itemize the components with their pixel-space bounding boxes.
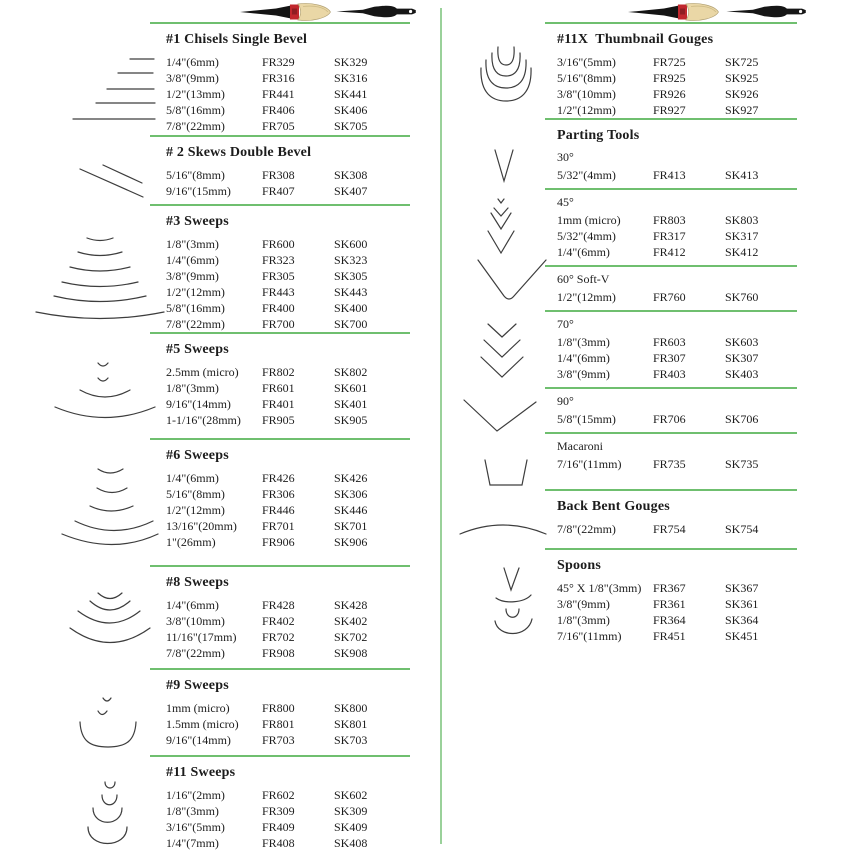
product-row	[166, 787, 410, 803]
size-cell: 3/8"(9mm)	[557, 597, 610, 611]
parting-30-profile-icon	[492, 148, 516, 184]
fr-code-cell: FR323	[262, 253, 295, 267]
fr-code-cell: FR602	[262, 788, 295, 802]
sweeps8-profile-icon	[64, 588, 156, 658]
fr-code-cell: FR703	[262, 733, 295, 747]
size-cell: 2.5mm (micro)	[166, 365, 239, 379]
size-cell: 1/2"(13mm)	[166, 87, 225, 101]
sk-code-cell: SK329	[334, 55, 368, 69]
section-3-sweeps	[150, 204, 410, 332]
section-5-sweeps	[150, 332, 410, 428]
size-cell: 5/8"(16mm)	[166, 301, 225, 315]
product-row	[166, 645, 410, 661]
fr-code-cell: FR600	[262, 237, 295, 251]
size-cell: 3/8"(9mm)	[557, 367, 610, 381]
sk-code-cell: SK402	[334, 614, 368, 628]
fr-code-cell: FR309	[262, 804, 295, 818]
product-row	[166, 534, 410, 550]
size-cell: 7/8"(22mm)	[166, 317, 225, 331]
size-cell: 1/4"(6mm)	[166, 55, 219, 69]
fr-code-cell: FR364	[653, 613, 686, 627]
sk-code-cell: SK364	[725, 613, 759, 627]
product-row	[166, 300, 410, 316]
product-row	[166, 518, 410, 534]
fr-code-cell: FR409	[262, 820, 295, 834]
spoons-profile-icon	[492, 564, 536, 644]
sk-code-cell: SK305	[334, 269, 368, 283]
product-row	[166, 118, 410, 134]
fr-code-cell: FR316	[262, 71, 295, 85]
sk-code-cell: SK760	[725, 290, 759, 304]
section-title: #11 Sweeps	[166, 765, 236, 780]
group-divider-rule	[545, 432, 797, 434]
group-label: Macaroni	[557, 439, 603, 453]
sk-code-cell: SK906	[334, 535, 368, 549]
parting-90-profile-icon	[462, 398, 538, 436]
sk-code-cell: SK428	[334, 598, 368, 612]
section-title: #5 Sweeps	[166, 342, 229, 357]
size-cell: 7/8"(22mm)	[557, 522, 616, 536]
fr-code-cell: FR441	[262, 87, 295, 101]
fr-code-cell: FR925	[653, 71, 686, 85]
size-cell: 5/8"(16mm)	[166, 103, 225, 117]
size-cell: 1/4"(6mm)	[166, 471, 219, 485]
group-label: 60° Soft-V	[557, 272, 610, 286]
section-2-skews-double-bevel	[150, 135, 410, 199]
sk-code-cell: SK308	[334, 168, 368, 182]
sk-code-cell: SK316	[334, 71, 368, 85]
section-title: #3 Sweeps	[166, 214, 229, 229]
sk-code-cell: SK927	[725, 103, 759, 117]
size-cell: 1/4"(6mm)	[166, 598, 219, 612]
size-cell: 1/2"(12mm)	[166, 285, 225, 299]
group-label: 30°	[557, 150, 574, 164]
sk-code-cell: SK802	[334, 365, 368, 379]
size-cell: 5/32"(4mm)	[557, 229, 616, 243]
fr-code-cell: FR426	[262, 471, 295, 485]
product-row	[166, 102, 410, 118]
sk-code-cell: SK803	[725, 213, 759, 227]
product-row	[166, 502, 410, 518]
product-row	[166, 380, 410, 396]
product-row	[557, 580, 797, 596]
sk-code-cell: SK600	[334, 237, 368, 251]
size-cell: 7/16"(11mm)	[557, 457, 622, 471]
sk-code-cell: SK701	[334, 519, 368, 533]
section-11-sweeps	[150, 755, 410, 850]
product-row	[166, 183, 410, 199]
thumbnail-gouges-profile-icon	[478, 44, 534, 110]
product-row	[166, 470, 410, 486]
section-6-sweeps	[150, 438, 410, 550]
size-cell: 5/32"(4mm)	[557, 168, 616, 182]
fr-code-cell: FR801	[262, 717, 295, 731]
black-handle-tool-image	[724, 3, 812, 20]
product-row	[557, 411, 797, 427]
sk-code-cell: SK408	[334, 836, 368, 850]
fr-code-cell: FR760	[653, 290, 686, 304]
product-row	[166, 716, 410, 732]
fr-code-cell: FR706	[653, 412, 686, 426]
product-row	[166, 803, 410, 819]
sweeps11-profile-icon	[84, 778, 134, 850]
section-title: #6 Sweeps	[166, 448, 229, 463]
size-cell: 13/16"(20mm)	[166, 519, 237, 533]
sk-code-cell: SK801	[334, 717, 368, 731]
sk-code-cell: SK400	[334, 301, 368, 315]
skews-profile-icon	[74, 156, 150, 202]
sk-code-cell: SK406	[334, 103, 368, 117]
sweeps5-profile-icon	[50, 358, 160, 428]
fr-code-cell: FR446	[262, 503, 295, 517]
sk-code-cell: SK407	[334, 184, 368, 198]
size-cell: 1/2"(12mm)	[557, 103, 616, 117]
product-row	[557, 70, 797, 86]
group-divider-rule	[545, 310, 797, 312]
parting-70-profile-icon	[478, 320, 528, 382]
fr-code-cell: FR406	[262, 103, 295, 117]
section-title: Parting Tools	[557, 128, 640, 143]
product-row	[166, 700, 410, 716]
sk-code-cell: SK925	[725, 71, 759, 85]
size-cell: 3/16"(5mm)	[166, 820, 225, 834]
sk-code-cell: SK705	[334, 119, 368, 133]
size-cell: 5/16"(8mm)	[166, 168, 225, 182]
size-cell: 1/2"(12mm)	[166, 503, 225, 517]
size-cell: 7/16"(11mm)	[557, 629, 622, 643]
parting-45-profile-icon	[484, 196, 520, 256]
product-row	[166, 316, 410, 332]
product-row	[166, 236, 410, 252]
size-cell: 1/4"(6mm)	[557, 351, 610, 365]
product-row	[557, 334, 797, 350]
product-row	[557, 289, 797, 305]
fr-code-cell: FR413	[653, 168, 686, 182]
product-row	[557, 212, 797, 228]
size-cell: 1/8"(3mm)	[166, 237, 219, 251]
group-label: 45°	[557, 195, 574, 209]
sk-code-cell: SK317	[725, 229, 759, 243]
product-row	[166, 732, 410, 748]
product-row	[557, 521, 797, 537]
fr-code-cell: FR401	[262, 397, 295, 411]
size-cell: 1"(26mm)	[166, 535, 216, 549]
section-1-chisels-single-bevel	[150, 22, 410, 134]
sk-code-cell: SK306	[334, 487, 368, 501]
fr-code-cell: FR800	[262, 701, 295, 715]
group-divider-rule	[545, 265, 797, 267]
sk-code-cell: SK905	[334, 413, 368, 427]
product-row	[166, 167, 410, 183]
fr-code-cell: FR361	[653, 597, 686, 611]
fr-code-cell: FR307	[653, 351, 686, 365]
product-row	[166, 613, 410, 629]
fr-code-cell: FR754	[653, 522, 686, 536]
size-cell: 11/16"(17mm)	[166, 630, 237, 644]
sk-code-cell: SK361	[725, 597, 759, 611]
section-title: #8 Sweeps	[166, 575, 229, 590]
size-cell: 1/4"(6mm)	[557, 245, 610, 259]
sk-code-cell: SK603	[725, 335, 759, 349]
section-11x-thumbnail-gouges	[545, 22, 797, 118]
product-row	[166, 597, 410, 613]
section-title: Back Bent Gouges	[557, 499, 670, 514]
product-row	[166, 54, 410, 70]
product-row	[557, 102, 797, 118]
size-cell: 1/16"(2mm)	[166, 788, 225, 802]
section-9-sweeps	[150, 668, 410, 748]
sk-code-cell: SK426	[334, 471, 368, 485]
fr-code-cell: FR803	[653, 213, 686, 227]
fr-code-cell: FR400	[262, 301, 295, 315]
section-parting-tools	[545, 118, 797, 472]
fr-code-cell: FR725	[653, 55, 686, 69]
product-row	[557, 167, 797, 183]
fr-code-cell: FR443	[262, 285, 295, 299]
size-cell: 1.5mm (micro)	[166, 717, 239, 731]
sk-code-cell: SK403	[725, 367, 759, 381]
fr-code-cell: FR701	[262, 519, 295, 533]
fr-code-cell: FR926	[653, 87, 686, 101]
fr-code-cell: FR402	[262, 614, 295, 628]
fr-code-cell: FR927	[653, 103, 686, 117]
sk-code-cell: SK703	[334, 733, 368, 747]
size-cell: 5/16"(8mm)	[166, 487, 225, 501]
sk-code-cell: SK601	[334, 381, 368, 395]
sk-code-cell: SK926	[725, 87, 759, 101]
product-row	[557, 228, 797, 244]
chisels-profile-icon	[66, 48, 158, 124]
product-row	[557, 86, 797, 102]
sk-code-cell: SK443	[334, 285, 368, 299]
size-cell: 9/16"(14mm)	[166, 397, 231, 411]
sweeps6-profile-icon	[58, 464, 162, 556]
size-cell: 3/8"(9mm)	[166, 269, 219, 283]
size-cell: 3/8"(10mm)	[557, 87, 616, 101]
fr-code-cell: FR403	[653, 367, 686, 381]
fr-code-cell: FR306	[262, 487, 295, 501]
product-row	[166, 486, 410, 502]
product-row	[166, 629, 410, 645]
fr-code-cell: FR428	[262, 598, 295, 612]
size-cell: 1-1/16"(28mm)	[166, 413, 241, 427]
size-cell: 9/16"(15mm)	[166, 184, 231, 198]
size-cell: 5/16"(8mm)	[557, 71, 616, 85]
group-divider-rule	[545, 188, 797, 190]
sk-code-cell: SK367	[725, 581, 759, 595]
sk-code-cell: SK754	[725, 522, 759, 536]
back-bent-profile-icon	[458, 514, 548, 538]
sk-code-cell: SK309	[334, 804, 368, 818]
sk-code-cell: SK735	[725, 457, 759, 471]
product-row	[166, 70, 410, 86]
size-cell: 3/8"(10mm)	[166, 614, 225, 628]
fr-code-cell: FR367	[653, 581, 686, 595]
sk-code-cell: SK307	[725, 351, 759, 365]
palm-wood-handle-tool-image	[628, 2, 720, 22]
group-divider-rule	[545, 387, 797, 389]
fr-code-cell: FR408	[262, 836, 295, 850]
sk-code-cell: SK602	[334, 788, 368, 802]
size-cell: 1/8"(3mm)	[557, 335, 610, 349]
section-title: #1 Chisels Single Bevel	[166, 32, 308, 47]
black-handle-tool-image	[334, 3, 422, 20]
product-row	[557, 350, 797, 366]
size-cell: 1mm (micro)	[557, 213, 621, 227]
product-row	[166, 819, 410, 835]
size-cell: 7/8"(22mm)	[166, 119, 225, 133]
size-cell: 1/2"(12mm)	[557, 290, 616, 304]
size-cell: 7/8"(22mm)	[166, 646, 225, 660]
sk-code-cell: SK446	[334, 503, 368, 517]
size-cell: 9/16"(14mm)	[166, 733, 231, 747]
product-row	[557, 244, 797, 260]
product-row	[166, 835, 410, 850]
fr-code-cell: FR305	[262, 269, 295, 283]
size-cell: 3/8"(9mm)	[166, 71, 219, 85]
section-8-sweeps	[150, 565, 410, 661]
fr-code-cell: FR802	[262, 365, 295, 379]
product-row	[166, 268, 410, 284]
group-label: 90°	[557, 394, 574, 408]
fr-code-cell: FR601	[262, 381, 295, 395]
size-cell: 1/8"(3mm)	[557, 613, 610, 627]
fr-code-cell: FR308	[262, 168, 295, 182]
fr-code-cell: FR407	[262, 184, 295, 198]
fr-code-cell: FR906	[262, 535, 295, 549]
sk-code-cell: SK409	[334, 820, 368, 834]
size-cell: 3/16"(5mm)	[557, 55, 616, 69]
section-spoons	[545, 548, 797, 644]
fr-code-cell: FR451	[653, 629, 686, 643]
size-cell: 1mm (micro)	[166, 701, 230, 715]
size-cell: 1/4"(7mm)	[166, 836, 219, 850]
macaroni-profile-icon	[480, 458, 532, 490]
column-divider-rule	[440, 8, 442, 844]
product-row	[557, 54, 797, 70]
sk-code-cell: SK412	[725, 245, 759, 259]
sk-code-cell: SK441	[334, 87, 368, 101]
fr-code-cell: FR702	[262, 630, 295, 644]
size-cell: 1/4"(6mm)	[166, 253, 219, 267]
fr-code-cell: FR908	[262, 646, 295, 660]
section-title: #9 Sweeps	[166, 678, 229, 693]
product-row	[557, 628, 797, 644]
soft-v-60-profile-icon	[476, 258, 548, 304]
section-title: #11X Thumbnail Gouges	[557, 32, 714, 47]
product-row	[166, 284, 410, 300]
sk-code-cell: SK702	[334, 630, 368, 644]
product-row	[166, 86, 410, 102]
product-row	[166, 364, 410, 380]
sk-code-cell: SK413	[725, 168, 759, 182]
section-back-bent-gouges	[545, 489, 797, 537]
sk-code-cell: SK323	[334, 253, 368, 267]
fr-code-cell: FR603	[653, 335, 686, 349]
section-title: Spoons	[557, 558, 602, 573]
size-cell: 1/8"(3mm)	[166, 381, 219, 395]
fr-code-cell: FR317	[653, 229, 686, 243]
sk-code-cell: SK700	[334, 317, 368, 331]
fr-code-cell: FR329	[262, 55, 295, 69]
sweeps9-profile-icon	[74, 694, 144, 752]
size-cell: 45° X 1/8"(3mm)	[557, 581, 642, 595]
product-row	[166, 412, 410, 428]
fr-code-cell: FR735	[653, 457, 686, 471]
fr-code-cell: FR700	[262, 317, 295, 331]
product-row	[557, 366, 797, 382]
sk-code-cell: SK706	[725, 412, 759, 426]
sk-code-cell: SK725	[725, 55, 759, 69]
fr-code-cell: FR705	[262, 119, 295, 133]
fr-code-cell: FR412	[653, 245, 686, 259]
sk-code-cell: SK800	[334, 701, 368, 715]
product-row	[557, 596, 797, 612]
product-row	[557, 456, 797, 472]
section-title: # 2 Skews Double Bevel	[166, 145, 312, 160]
size-cell: 5/8"(15mm)	[557, 412, 616, 426]
product-row	[166, 396, 410, 412]
sk-code-cell: SK401	[334, 397, 368, 411]
product-row	[166, 252, 410, 268]
sk-code-cell: SK908	[334, 646, 368, 660]
fr-code-cell: FR905	[262, 413, 295, 427]
sk-code-cell: SK451	[725, 629, 759, 643]
product-row	[557, 612, 797, 628]
palm-wood-handle-tool-image	[240, 2, 332, 22]
size-cell: 1/8"(3mm)	[166, 804, 219, 818]
group-label: 70°	[557, 317, 574, 331]
